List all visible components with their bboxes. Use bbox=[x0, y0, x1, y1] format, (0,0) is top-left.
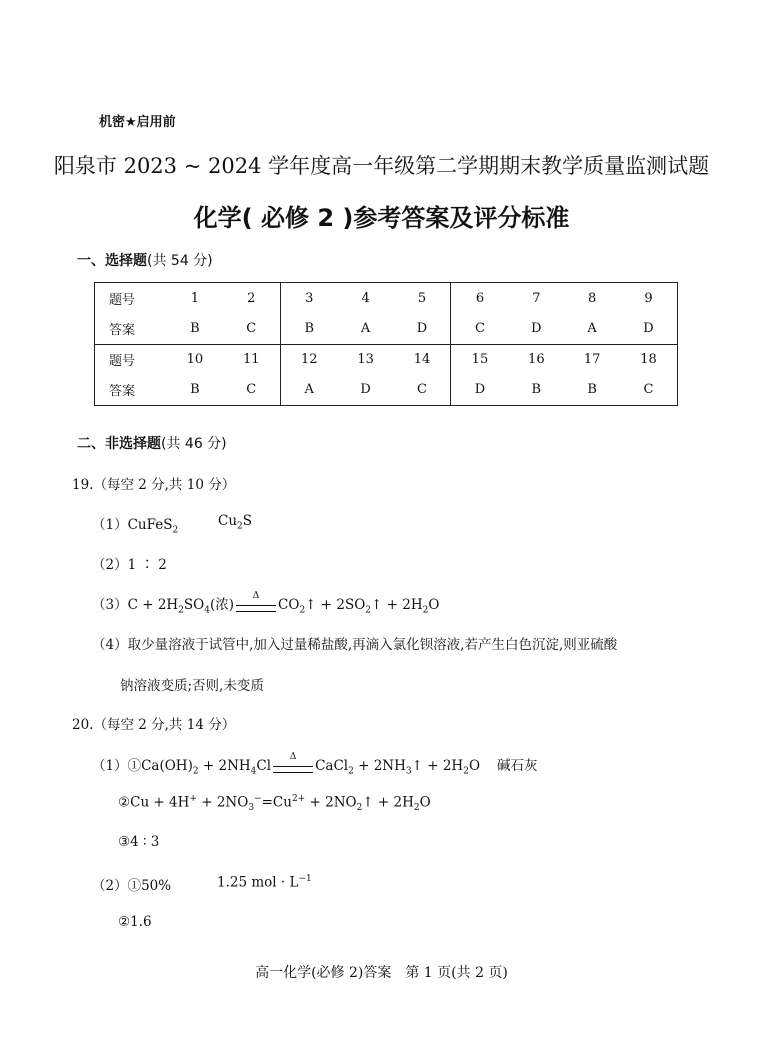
answer-text: 1.25 mol · L bbox=[217, 874, 299, 891]
answer-cell: C bbox=[223, 375, 280, 406]
answer-cell: A bbox=[338, 313, 394, 344]
q19-part4-line2: 钠溶液变质;否则,未变质 bbox=[120, 678, 264, 694]
answer-cell: D bbox=[508, 313, 564, 344]
question-number: 11 bbox=[223, 344, 280, 375]
q20-part2-percent: （2）①50% bbox=[92, 878, 172, 894]
q20-part1-drying-agent: 碱石灰 bbox=[497, 758, 538, 774]
table-row bbox=[95, 283, 678, 314]
q20-part1-ratio: ③4 ∶ 3 bbox=[118, 834, 160, 850]
superscript: −1 bbox=[298, 874, 312, 884]
answer-key-title: 化学( 必修 2 )参考答案及评分标准 bbox=[193, 204, 570, 232]
question-number: 8 bbox=[587, 290, 597, 306]
question-number: 14 bbox=[394, 344, 451, 375]
answer-cell: C bbox=[223, 313, 280, 344]
question-number: 3 bbox=[305, 290, 314, 306]
section-label: 一、选择题 bbox=[77, 253, 147, 269]
q20-part1-equation2: ②Cu + $4H^+ + 2NO_3^-=Cu^{2+}$ + $2NO_2↑ + 2H_2O$ bbox=[118, 794, 431, 814]
row-header: 答案 bbox=[95, 313, 168, 344]
section-points: (共 46 分) bbox=[161, 436, 227, 452]
part-label: ② bbox=[118, 794, 131, 811]
q20-part1-equation1: $(1)①Ca(OH)_2 + 2NH_4Cl$ Δ CaCl$_2$ + $2NH_3↑ + 2H_2O$ bbox=[92, 751, 481, 777]
answer-cell: B bbox=[190, 382, 200, 398]
section-label: 二、非选择题 bbox=[77, 436, 161, 452]
answer-text: S bbox=[242, 513, 253, 529]
question-number: 1 bbox=[190, 290, 200, 306]
question-number: 5 bbox=[394, 283, 451, 314]
reaction-heat-arrow-icon: Δ bbox=[273, 760, 313, 774]
answer-cell: D bbox=[360, 382, 371, 398]
q20-part2-concentration bbox=[217, 874, 312, 891]
part-label: （1）① bbox=[92, 758, 142, 774]
answer-cell: B bbox=[280, 313, 337, 344]
answer-cell: B bbox=[587, 382, 597, 398]
answer-cell: C bbox=[394, 375, 451, 406]
q19-part2: （2）1 ∶ 2 bbox=[92, 557, 167, 573]
q19-heading: 19.（每空 2 分,共 10 分） bbox=[72, 477, 236, 493]
answer-cell: B bbox=[531, 382, 542, 398]
part-label: （3） bbox=[92, 597, 128, 613]
table-row bbox=[95, 375, 678, 406]
exam-title: 阳泉市 2023 ~ 2024 学年度高一年级第二学期期末教学质量监测试题 bbox=[53, 154, 710, 178]
q19-part4-line1: （4）取少量溶液于试管中,加入过量稀盐酸,再滴入氯化钡溶液,若产生白色沉淀,则亚硫酸 bbox=[92, 637, 618, 653]
answer-cell: A bbox=[304, 382, 314, 398]
question-number: 2 bbox=[223, 283, 280, 314]
question-number: 9 bbox=[644, 290, 653, 306]
answer-text: CuFeS bbox=[127, 517, 173, 533]
answer-table bbox=[94, 282, 678, 406]
row-header: 题号 bbox=[109, 354, 136, 370]
subscript: 2 bbox=[172, 525, 179, 536]
section-points: (共 54 分) bbox=[147, 253, 213, 269]
question-number: 18 bbox=[640, 352, 657, 368]
section-multiple-choice-heading bbox=[77, 250, 213, 270]
question-number: 16 bbox=[528, 352, 545, 368]
question-number: 12 bbox=[300, 352, 318, 368]
question-number: 7 bbox=[532, 290, 541, 306]
question-number: 6 bbox=[475, 290, 485, 306]
row-header: 答案 bbox=[109, 384, 136, 400]
q19-part3-equation: $(3)C + 2H_2SO_4$(浓) Δ $CO_2↑$ + $2SO_2↑ + 2H_2O$ bbox=[92, 590, 440, 616]
confidential-label: 机密★启用前 bbox=[99, 115, 176, 130]
question-number: 15 bbox=[471, 352, 489, 368]
answer-cell: C bbox=[643, 382, 654, 398]
q20-part2-value: ②1.6 bbox=[118, 914, 152, 930]
question-number: 13 bbox=[357, 352, 374, 368]
answer-cell: A bbox=[564, 313, 620, 344]
subscript: 2 bbox=[237, 521, 243, 532]
section-free-response-heading bbox=[77, 433, 227, 453]
question-number: 10 bbox=[186, 352, 204, 368]
row-header: 题号 bbox=[109, 292, 136, 308]
answer-cell: D bbox=[620, 313, 678, 344]
page-footer: 高一化学(必修 2)答案 第 1 页(共 2 页) bbox=[255, 965, 508, 981]
answer-cell: C bbox=[451, 313, 508, 344]
q20-heading: 20.（每空 2 分,共 14 分） bbox=[72, 717, 236, 733]
answer-text: Cu bbox=[218, 513, 238, 529]
question-number: 4 bbox=[361, 290, 370, 306]
table-row bbox=[95, 344, 678, 375]
answer-cell: B bbox=[167, 313, 223, 344]
q19-part1 bbox=[92, 513, 178, 536]
q19-part1-answer2 bbox=[218, 513, 252, 532]
question-number: 17 bbox=[583, 352, 601, 368]
reaction-heat-arrow-icon: Δ bbox=[236, 599, 276, 613]
table-row bbox=[95, 313, 678, 344]
answer-cell: D bbox=[474, 382, 486, 398]
part-label: （1） bbox=[92, 517, 128, 533]
answer-cell: D bbox=[394, 313, 451, 344]
